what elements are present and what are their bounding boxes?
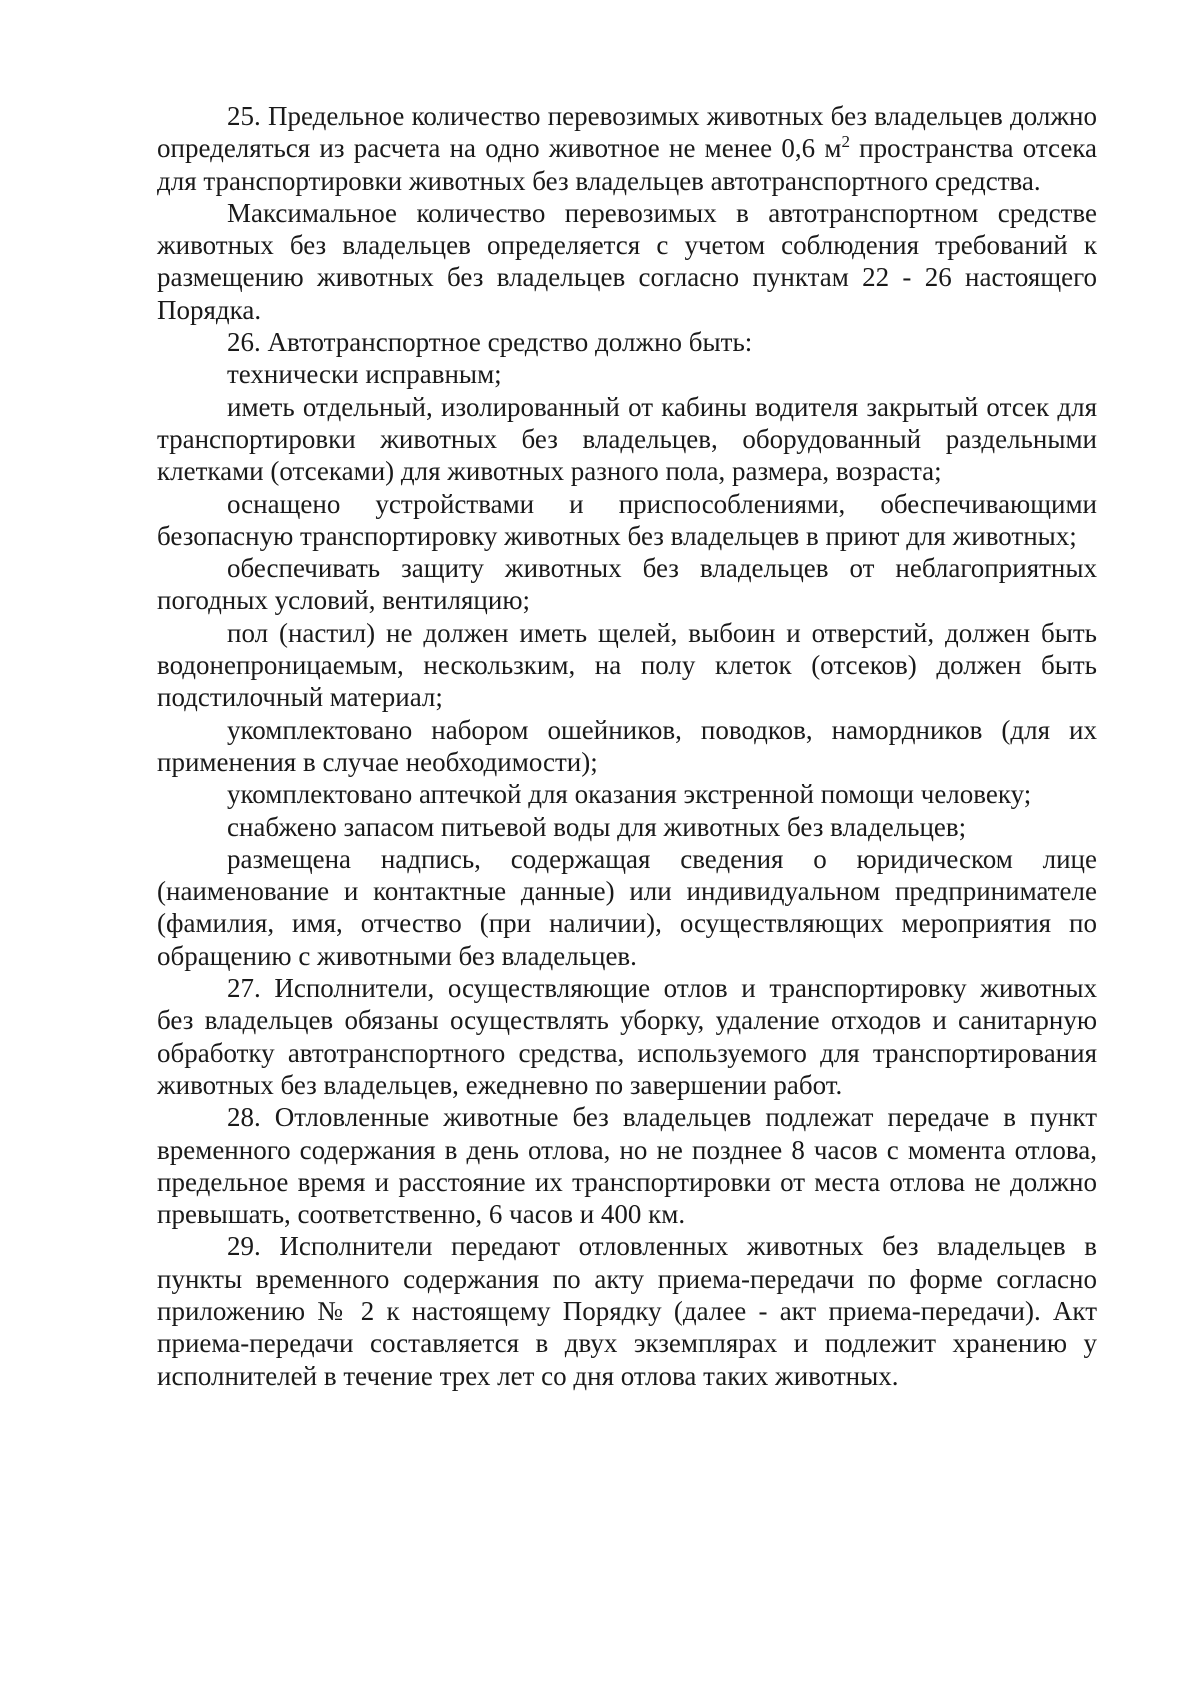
paragraph-26-item-3: оснащено устройствами и приспособлениями, обеспечивающими безопасную транспортировку животных без владельцев в приют для животных; — [157, 488, 1097, 551]
paragraph-26-item-2: иметь отдельный, изолированный от кабины водителя закрытый отсек для транспортировки животных без владельцев, оборудованный раздельными клетками (отсеками) для животных разного пола, размера, возраста; — [157, 391, 1097, 487]
paragraph-25-max: Максимальное количество перевозимых в автотранспортном средстве животных без владельцев определяется с учетом соблюдения требований к размещению животных без владельцев согласно пунктам 22 - 26 настоящего Порядка. — [157, 197, 1097, 325]
square-meter-superscript: 2 — [841, 132, 850, 152]
paragraph-26-item-8: снабжено запасом питьевой воды для животных без владельцев; — [227, 811, 967, 842]
paragraph-26-item-7: укомплектовано аптечкой для оказания экстренной помощи человеку; — [227, 779, 1032, 810]
paragraph-25-tail: пространства отсека для транспортировки животных без владельцев автотранспортного средства. — [157, 133, 1097, 196]
paragraph-26-item-4: обеспечивать защиту животных без владельцев от неблагоприятных погодных условий, вентиляцию; — [157, 553, 1097, 616]
paragraph-27: 27. Исполнители, осуществляющие отлов и транспортировку животных без владельцев обязаны осуществлять уборку, удаление отходов и санитарную обработку автотранспортного средства, используемого для транспортирования животных без владельцев, ежедневно по завершении работ. — [157, 973, 1097, 1100]
paragraph-29: 29. Исполнители передают отловленных животных без владельцев в пункты временного содержания по акту приема-передачи по форме согласно приложению № 2 к настоящему Порядку (далее - акт приема-передачи). Акт приема-передачи составляется в двух экземплярах и подлежит хранению у исполнителей в течение трех лет со дня отлова таких животных. — [157, 1231, 1097, 1391]
paragraph-25-text: 25. Предельное количество перевозимых животных без владельцев должно определяться из расчета на одно животное не менее 0,6 м — [157, 101, 1097, 164]
document-body — [157, 100, 1097, 1392]
paragraph-26: 26. Автотранспортное средство должно быть: — [227, 327, 753, 358]
paragraph-28: 28. Отловленные животные без владельцев подлежат передаче в пункт временного содержания в день отлова, но не позднее 8 часов с момента отлова, предельное время и расстояние их транспортировки от места отлова не должно превышать, соответственно, 6 часов и 400 км. — [157, 1102, 1097, 1230]
paragraph-26-item-6: укомплектовано набором ошейников, поводков, намордников (для их применения в случае необходимости); — [157, 714, 1097, 777]
paragraph-25 — [157, 100, 1097, 197]
paragraph-26-item-5: пол (настил) не должен иметь щелей, выбоин и отверстий, должен быть водонепроницаемым, нескользким, на полу клеток (отсеков) должен быть подстилочный материал; — [157, 617, 1097, 713]
paragraph-26-item-1: технически исправным; — [227, 359, 502, 390]
paragraph-26-item-9: размещена надпись, содержащая сведения о юридическом лице (наименование и контактные данные) или индивидуальном предпринимателе (фамилия, имя, отчество (при наличии), осуществляющих мероприятия по обращению с животными без владельцев. — [157, 843, 1097, 971]
